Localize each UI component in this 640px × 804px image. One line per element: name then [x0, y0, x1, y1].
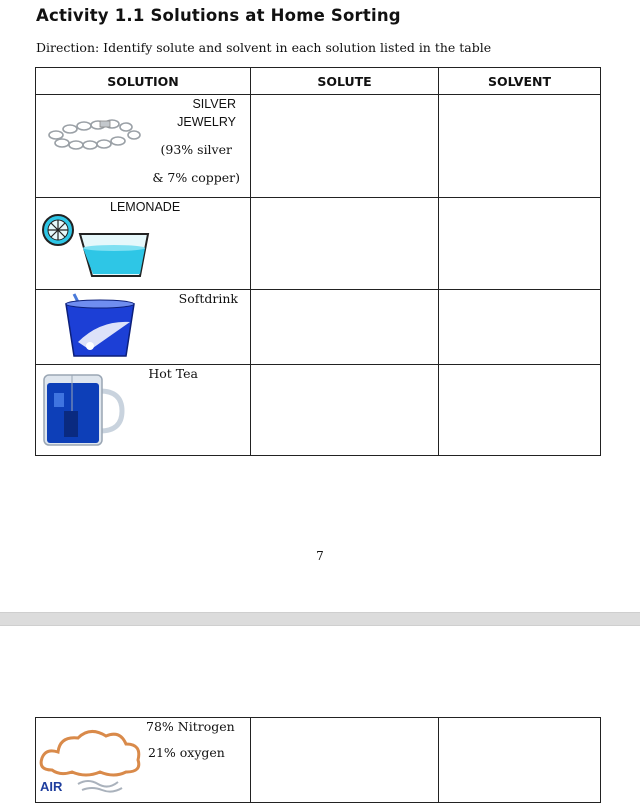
solution-line: Hot Tea	[148, 366, 198, 381]
table-row	[36, 365, 601, 456]
solute-cell[interactable]	[251, 365, 439, 456]
activity-title: Activity 1.1 Solutions at Home Sorting	[36, 6, 401, 25]
solution-cell	[36, 365, 251, 456]
direction-text: Direction: Identify solute and solvent in each solution listed in the table	[36, 40, 492, 55]
table-row	[36, 198, 601, 290]
table-header-row	[36, 68, 601, 95]
solutions-table-continued	[35, 717, 601, 803]
solute-cell[interactable]	[251, 95, 439, 198]
page-number: 7	[316, 549, 324, 563]
silver-bracelet-icon	[42, 117, 152, 153]
solution-line: LEMONADE	[110, 200, 181, 214]
solution-cell	[36, 718, 251, 803]
solution-line: & 7% copper)	[152, 170, 240, 185]
solvent-cell[interactable]	[439, 718, 601, 803]
solute-cell[interactable]	[251, 718, 439, 803]
table-row	[36, 290, 601, 365]
solution-line: (93% silver	[160, 142, 232, 157]
solutions-table	[35, 67, 601, 456]
solution-line: 78% Nitrogen	[146, 719, 235, 734]
solvent-cell[interactable]	[439, 365, 601, 456]
solution-line: Softdrink	[178, 291, 238, 306]
tea-mug-icon	[42, 371, 124, 447]
table-row	[36, 95, 601, 198]
header-solvent: SOLVENT	[439, 68, 601, 95]
solution-line: SILVER	[192, 97, 236, 111]
solution-cell	[36, 95, 251, 198]
header-solution: SOLUTION	[36, 68, 251, 95]
solution-cell	[36, 290, 251, 365]
softdrink-cup-icon	[60, 292, 142, 358]
air-label: AIR	[40, 779, 63, 794]
solution-cell	[36, 198, 251, 290]
worksheet-page-2	[0, 626, 640, 804]
table-row	[36, 718, 601, 803]
solute-cell[interactable]	[251, 198, 439, 290]
lemonade-glass-icon	[40, 218, 152, 280]
solution-line: 21% oxygen	[148, 745, 225, 760]
solvent-cell[interactable]	[439, 198, 601, 290]
page-separator	[0, 612, 640, 626]
solute-cell[interactable]	[251, 290, 439, 365]
solution-line: JEWELRY	[177, 115, 236, 129]
solvent-cell[interactable]	[439, 95, 601, 198]
header-solute: SOLUTE	[251, 68, 439, 95]
solvent-cell[interactable]	[439, 290, 601, 365]
